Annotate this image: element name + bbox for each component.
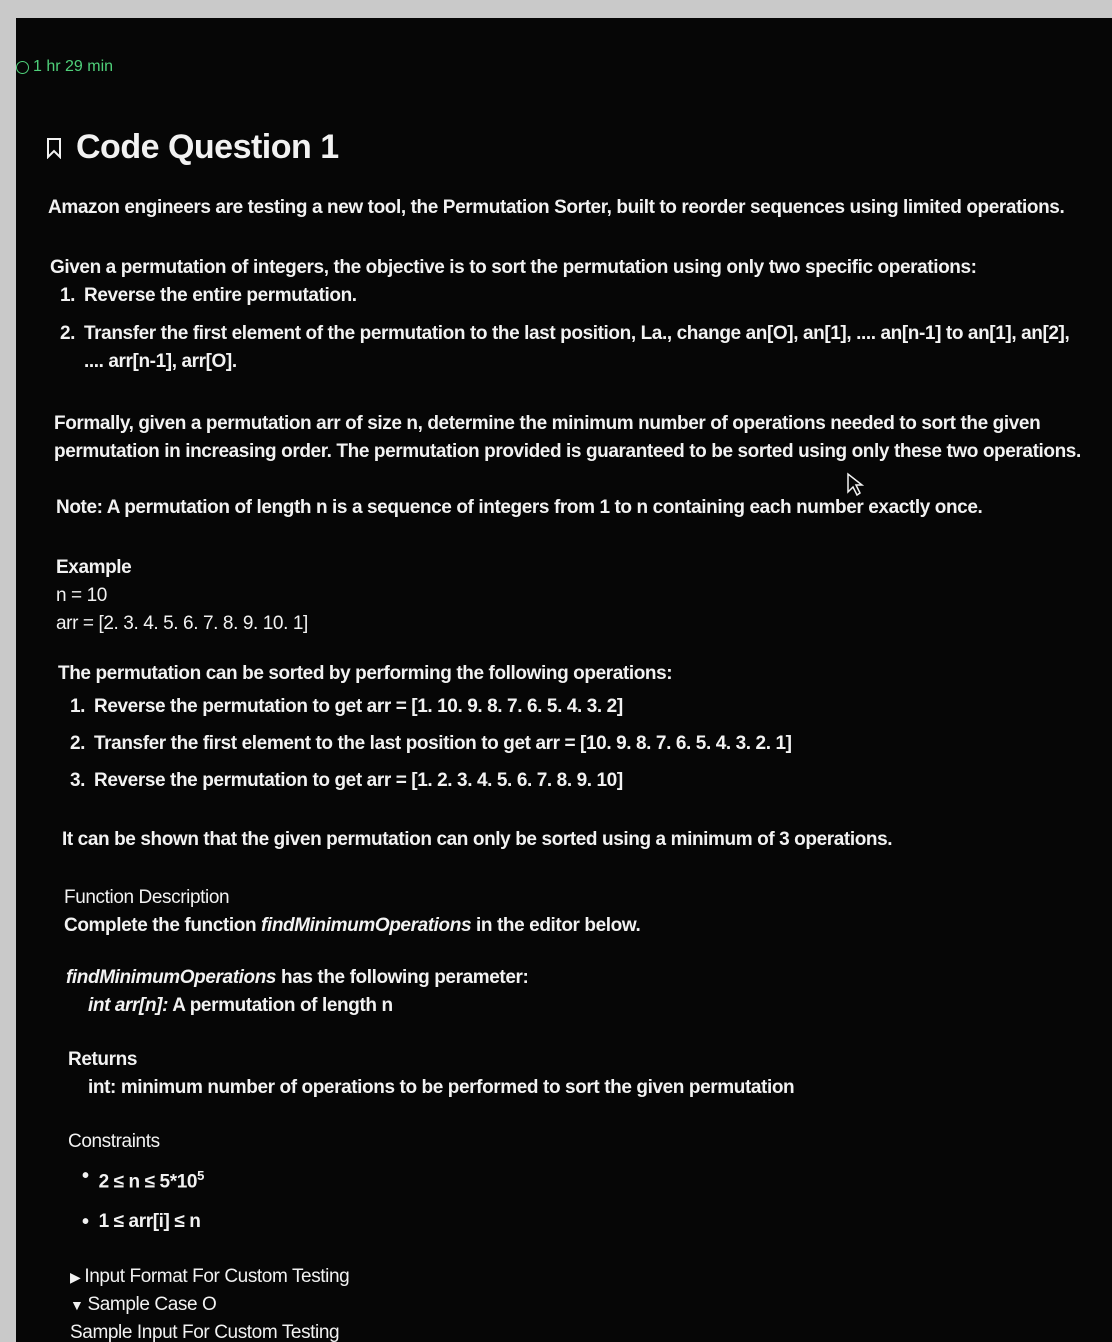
list-item: 3. Reverse the permutation to get arr = [1. 2. 3. 4. 5. 6. 7. 8. 9. 10]: [70, 770, 623, 791]
constraints-heading: Constraints: [68, 1131, 160, 1152]
given-text: Given a permutation of integers, the objective is to sort the permutation using only two specific operations:: [50, 257, 977, 278]
mouse-cursor-icon: [846, 472, 864, 496]
screen: [16, 18, 1112, 1342]
caret-down-icon: ▼: [70, 1297, 84, 1313]
example-section: [56, 554, 308, 638]
function-description-heading: Function Description: [64, 887, 230, 908]
operations-list: [60, 282, 1090, 376]
bookmark-icon[interactable]: [46, 137, 62, 159]
list-item: 2. Transfer the first element to the last position to get arr = [10. 9. 8. 7. 6. 5. 4. 3. 2. 1]: [70, 733, 792, 754]
parameters-section: findMinimumOperations has the following perameter: int arr[n]: A permutation of length n: [66, 964, 1096, 1020]
note-text: Note: A permutation of length n is a sequence of integers from 1 to n containing each number exactly once.: [56, 497, 983, 518]
conclusion-text: It can be shown that the given permutation can only be sorted using a minimum of 3 operations.: [62, 829, 893, 850]
function-name: findMinimumOperations: [66, 967, 277, 988]
example-arr: arr = [2. 3. 4. 5. 6. 7. 8. 9. 10. 1]: [56, 613, 308, 634]
sample-input-label: Sample Input For Custom Testing: [70, 1322, 340, 1342]
list-item: 1. Reverse the entire permutation.: [60, 285, 357, 306]
steps-list: [70, 688, 1070, 799]
timer: [16, 58, 113, 76]
list-item: • $2 \le n \le 5*10^5$: [82, 1165, 204, 1193]
question-title: Code Question 1: [76, 128, 339, 166]
clock-icon: [16, 61, 29, 74]
returns-text: int: minimum number of operations to be performed to sort the given permutation: [88, 1077, 795, 1098]
question-header: [46, 128, 339, 167]
timer-label: 1 hr 29 min: [33, 58, 114, 75]
constraints-section: [68, 1128, 1098, 1236]
list-item: 2. Transfer the first element of the permutation to the last position, La., change an[O], an[1], .... an[n-1] to an[1], an[2], .... arr[n-1], arr[O].: [60, 323, 1070, 372]
list-item: 1. Reverse the permutation to get arr = [1. 10. 9. 8. 7. 6. 5. 4. 3. 2]: [70, 696, 623, 717]
input-format-toggle[interactable]: ▶ Input Format For Custom Testing: [70, 1266, 350, 1287]
function-description: Function Description Complete the function findMinimumOperations in the editor below.: [64, 884, 1094, 940]
list-item: • 1 ≤ arr[i] ≤ n: [82, 1211, 201, 1234]
parameter-item: int arr[n]: A permutation of length n: [88, 995, 393, 1016]
intro-text: Amazon engineers are testing a new tool, the Permutation Sorter, built to reorder sequences using limited operations.: [48, 197, 1065, 218]
returns-section: [68, 1046, 1098, 1102]
sample-case-toggle[interactable]: ▼ Sample Case O: [70, 1294, 217, 1315]
returns-heading: Returns: [68, 1049, 137, 1070]
example-n: n = 10: [56, 585, 107, 606]
formal-text: Formally, given a permutation arr of size n, determine the minimum number of operations needed to sort the given permutation in increasing order. The permutation provided is guaranteed to be sorted using only these two operations.: [54, 413, 1081, 462]
caret-right-icon: ▶: [70, 1269, 81, 1285]
example-heading: Example: [56, 557, 132, 578]
testing-sections: [70, 1263, 1100, 1342]
example-lead: The permutation can be sorted by performing the following operations:: [58, 663, 673, 684]
function-name: findMinimumOperations: [261, 915, 472, 936]
